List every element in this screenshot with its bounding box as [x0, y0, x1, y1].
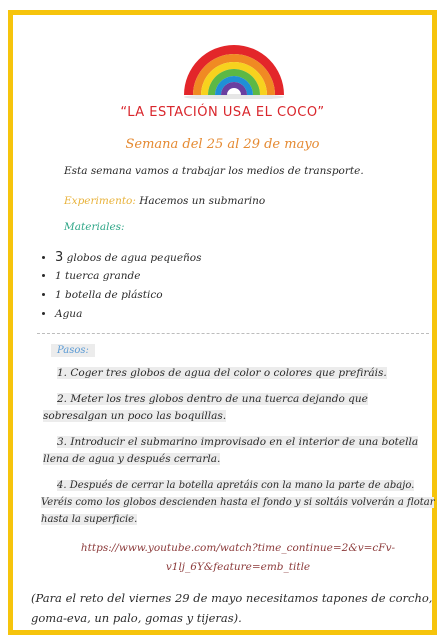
rainbow-icon — [181, 37, 287, 99]
section-divider — [37, 333, 429, 334]
closing-note: (Para el reto del viernes 29 de mayo necesitamos tapones de corcho, goma-eva, un palo, gomas y tijeras). — [31, 591, 433, 625]
steps-label: Pasos: — [51, 344, 95, 357]
week-subtitle: Semana del 25 al 29 de mayo — [125, 137, 320, 152]
material-text: globos de agua pequeños — [63, 252, 202, 264]
experiment-text: Hacemos un submarino — [135, 195, 266, 207]
list-item — [55, 286, 202, 305]
list-item — [55, 305, 202, 324]
step-1 — [43, 365, 423, 382]
step-2 — [43, 391, 433, 425]
experiment-label: Experimento: — [64, 195, 136, 207]
document-page — [8, 10, 437, 635]
step-text: 1. Coger tres globos de agua del color o colores que prefiráis. — [57, 367, 387, 379]
material-text: 1 tuerca grande — [55, 270, 141, 282]
step-text: 4. Después de cerrar la botella apretáis con la mano la parte de abajo. Veréis como los globos descienden hasta el fondo y si soltáis volverán a flotar hasta la superficie. — [41, 480, 435, 525]
page-title: “LA ESTACIÓN USA EL COCO” — [120, 105, 325, 120]
step-4 — [41, 477, 436, 528]
step-text: 2. Meter los tres globos dentro de una tuerca dejando que sobresalgan un poco las boquillas. — [43, 393, 368, 422]
materials-list — [41, 248, 202, 324]
material-quantity: 3 — [55, 250, 64, 265]
intro-text: Esta semana vamos a trabajar los medios de transporte. — [64, 165, 364, 177]
video-link[interactable]: https://www.youtube.com/watch?time_continue=2&v=cFv-v1lj_6Y&feature=emb_title — [80, 542, 396, 573]
material-text: Agua — [55, 308, 83, 320]
experiment-line — [64, 195, 265, 207]
list-item — [55, 267, 202, 286]
step-text: 3. Introducir el submarino improvisado en el interior de una botella llena de agua y después cerrarla. — [43, 436, 419, 465]
material-text: 1 botella de plástico — [55, 289, 163, 301]
list-item — [55, 248, 202, 267]
materials-label: Materiales: — [64, 221, 125, 233]
step-3 — [43, 434, 433, 468]
